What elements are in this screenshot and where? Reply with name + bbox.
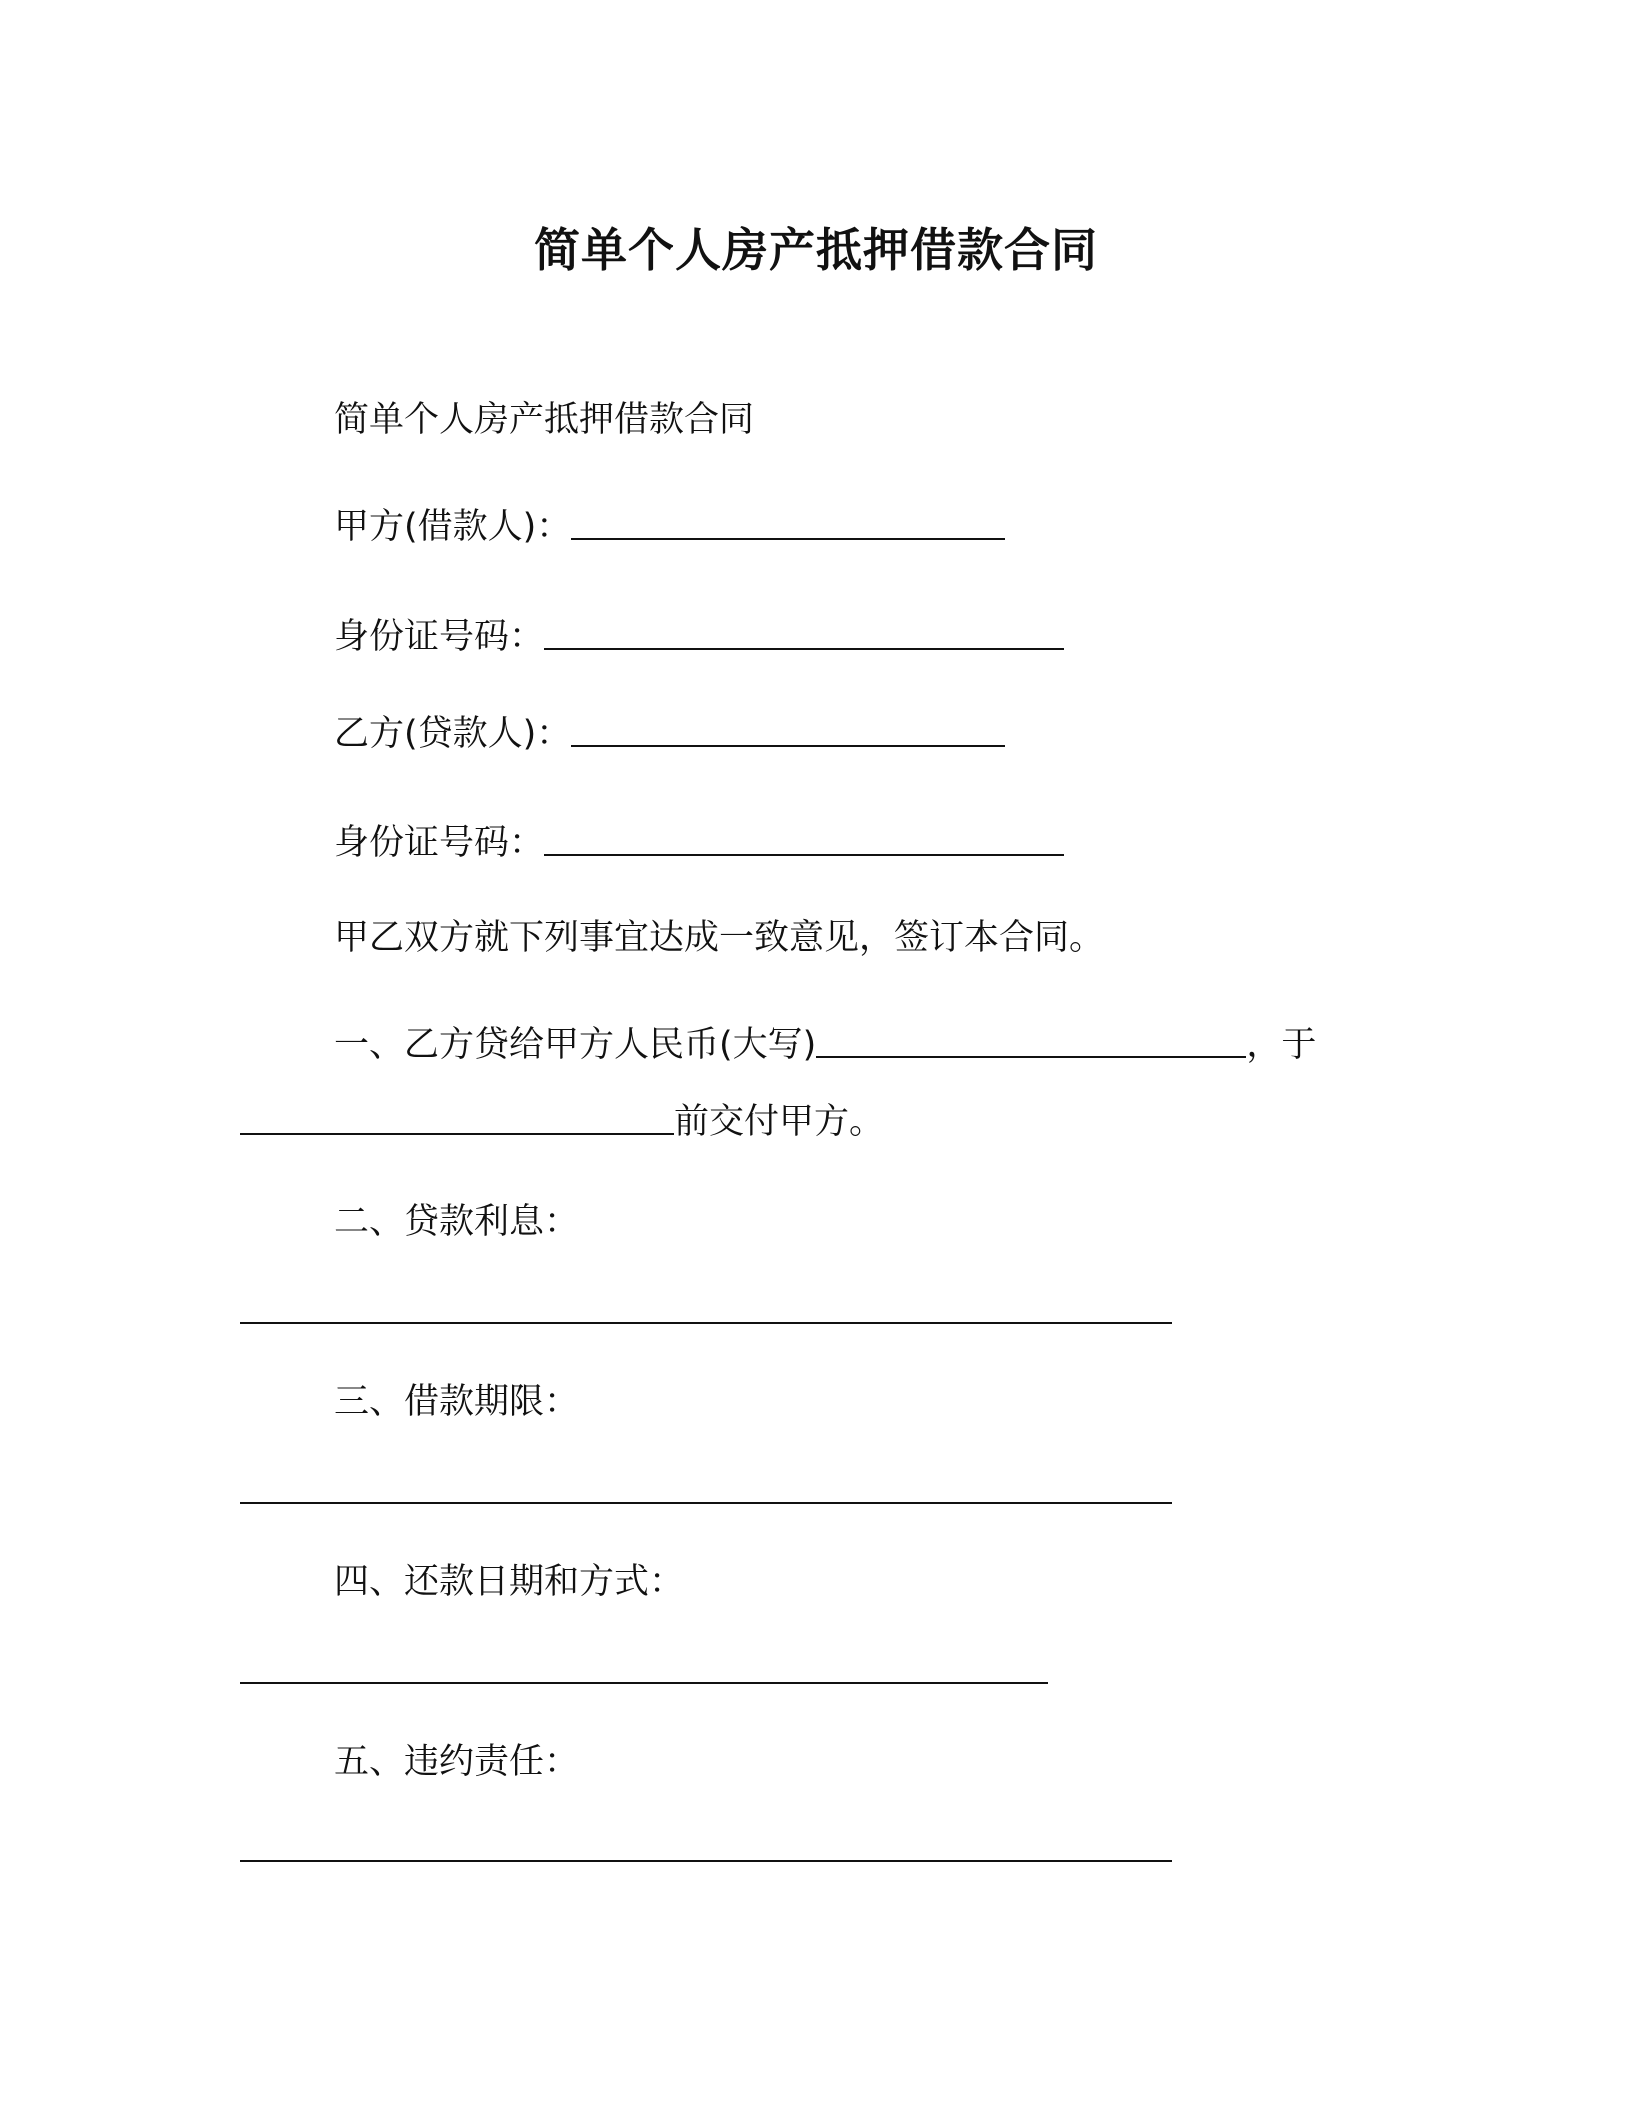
clause-4-blank bbox=[240, 1680, 1048, 1684]
clause-5-blank bbox=[240, 1858, 1172, 1862]
clause-5-heading: 五、违约责任： bbox=[334, 1742, 580, 1782]
document-title: 简单个人房产抵押借款合同 bbox=[534, 223, 1098, 277]
clause-2-heading: 二、贷款利息： bbox=[334, 1202, 580, 1242]
id-b-blank bbox=[544, 820, 1064, 856]
agreement-intro: 甲乙双方就下列事宜达成一致意见，签订本合同。 bbox=[334, 918, 1105, 958]
clause-1-line-2 bbox=[240, 1097, 884, 1144]
clause-3-blank bbox=[240, 1500, 1172, 1504]
loan-amount-blank bbox=[816, 1022, 1246, 1058]
clause-1-line-1 bbox=[334, 1020, 1316, 1067]
party-b-blank bbox=[571, 711, 1005, 747]
clause-1-text: 一、乙方贷给甲方人民币(大写) bbox=[334, 1025, 817, 1065]
id-b-label: 身份证号码： bbox=[334, 823, 545, 863]
party-a-line bbox=[334, 502, 1005, 549]
clause-4-heading: 四、还款日期和方式： bbox=[334, 1562, 685, 1602]
clause-1-connector: ，于 bbox=[1246, 1025, 1317, 1065]
clause-1-ending: 前交付甲方。 bbox=[674, 1102, 885, 1142]
clause-2-blank bbox=[240, 1320, 1172, 1324]
id-a-line bbox=[334, 612, 1064, 659]
id-b-line bbox=[334, 818, 1064, 865]
clause-3-heading: 三、借款期限： bbox=[334, 1382, 580, 1422]
document-subtitle: 简单个人房产抵押借款合同 bbox=[334, 400, 755, 440]
party-a-label: 甲方(借款人)： bbox=[334, 507, 572, 547]
id-a-label: 身份证号码： bbox=[334, 617, 545, 657]
id-a-blank bbox=[544, 614, 1064, 650]
party-a-blank bbox=[571, 504, 1005, 540]
delivery-date-blank bbox=[240, 1099, 674, 1135]
party-b-label: 乙方(贷款人)： bbox=[334, 714, 572, 754]
party-b-line bbox=[334, 709, 1005, 756]
